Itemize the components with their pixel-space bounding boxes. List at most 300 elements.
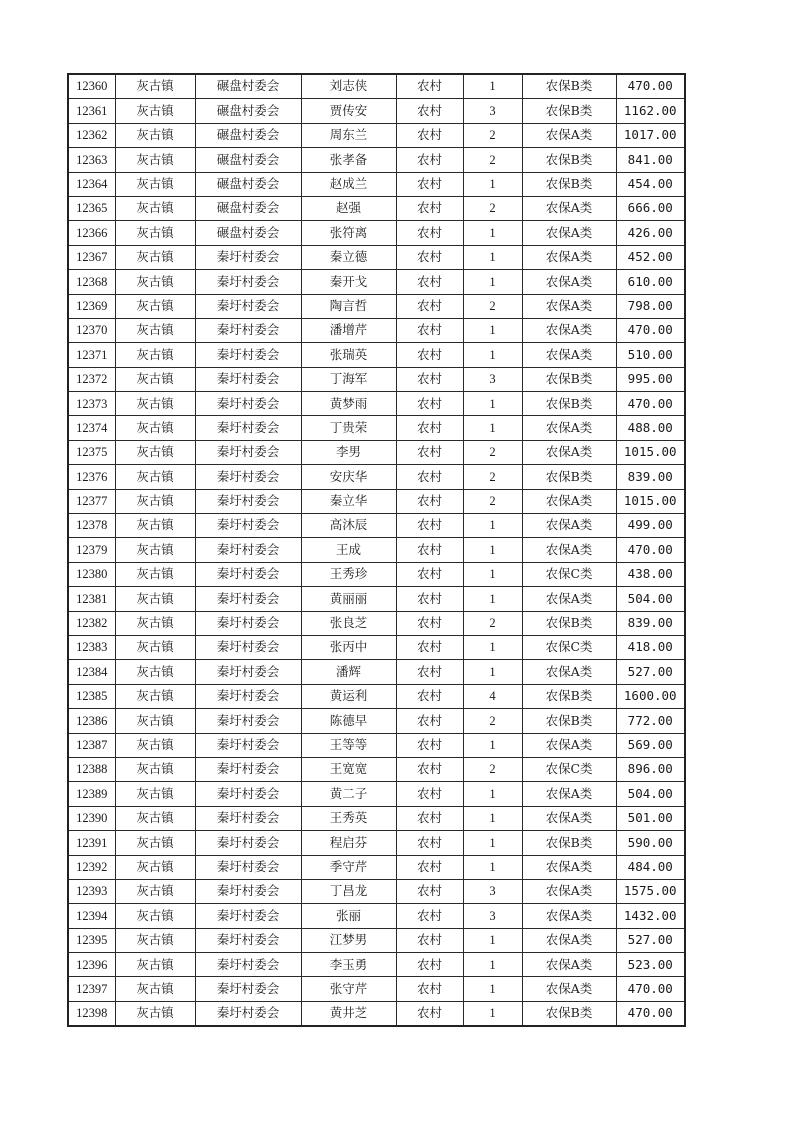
town-cell: 灰古镇 [115,757,195,781]
village-committee-cell: 秦圩村委会 [195,587,301,611]
table-row [68,733,685,757]
village-committee-cell: 秦圩村委会 [195,733,301,757]
row-id-cell: 12375 [68,440,115,464]
insurance-class-cell: 农保A类 [522,538,616,562]
row-id-cell: 12371 [68,343,115,367]
table-row [68,221,685,245]
town-cell: 灰古镇 [115,733,195,757]
name-cell: 张良芝 [301,611,396,635]
area-type-cell: 农村 [396,74,463,99]
village-committee-cell: 碾盘村委会 [195,123,301,147]
household-size-cell: 2 [463,440,522,464]
table-row [68,367,685,391]
name-cell: 李男 [301,440,396,464]
name-cell: 赵强 [301,196,396,220]
table-row [68,709,685,733]
insurance-class-cell: 农保B类 [522,684,616,708]
village-committee-cell: 秦圩村委会 [195,806,301,830]
household-size-cell: 1 [463,318,522,342]
insurance-class-cell: 农保A类 [522,440,616,464]
insurance-class-cell: 农保A类 [522,245,616,269]
area-type-cell: 农村 [396,587,463,611]
household-size-cell: 2 [463,196,522,220]
household-size-cell: 1 [463,416,522,440]
amount-cell: 470.00 [616,392,685,416]
amount-cell: 510.00 [616,343,685,367]
area-type-cell: 农村 [396,416,463,440]
area-type-cell: 农村 [396,757,463,781]
row-id-cell: 12379 [68,538,115,562]
town-cell: 灰古镇 [115,709,195,733]
village-committee-cell: 秦圩村委会 [195,709,301,733]
village-committee-cell: 秦圩村委会 [195,343,301,367]
town-cell: 灰古镇 [115,831,195,855]
town-cell: 灰古镇 [115,270,195,294]
area-type-cell: 农村 [396,806,463,830]
insurance-class-cell: 农保A类 [522,782,616,806]
village-committee-cell: 碾盘村委会 [195,74,301,99]
area-type-cell: 农村 [396,392,463,416]
name-cell: 丁海军 [301,367,396,391]
table-row [68,831,685,855]
table-row [68,538,685,562]
row-id-cell: 12390 [68,806,115,830]
row-id-cell: 12363 [68,148,115,172]
village-committee-cell: 碾盘村委会 [195,172,301,196]
village-committee-cell: 秦圩村委会 [195,928,301,952]
name-cell: 陶言哲 [301,294,396,318]
insurance-class-cell: 农保A类 [522,489,616,513]
village-committee-cell: 秦圩村委会 [195,953,301,977]
amount-cell: 470.00 [616,1001,685,1026]
name-cell: 张瑞英 [301,343,396,367]
table-row [68,953,685,977]
table-row [68,440,685,464]
insurance-class-cell: 农保A类 [522,514,616,538]
area-type-cell: 农村 [396,733,463,757]
household-size-cell: 3 [463,904,522,928]
town-cell: 灰古镇 [115,294,195,318]
town-cell: 灰古镇 [115,587,195,611]
table-row [68,514,685,538]
household-size-cell: 1 [463,514,522,538]
row-id-cell: 12372 [68,367,115,391]
town-cell: 灰古镇 [115,221,195,245]
amount-cell: 841.00 [616,148,685,172]
area-type-cell: 农村 [396,294,463,318]
amount-cell: 527.00 [616,660,685,684]
area-type-cell: 农村 [396,123,463,147]
household-size-cell: 1 [463,782,522,806]
name-cell: 程启芬 [301,831,396,855]
area-type-cell: 农村 [396,1001,463,1026]
insurance-class-cell: 农保A类 [522,855,616,879]
amount-cell: 438.00 [616,562,685,586]
amount-cell: 569.00 [616,733,685,757]
household-size-cell: 3 [463,367,522,391]
table-row [68,660,685,684]
table-row [68,587,685,611]
row-id-cell: 12377 [68,489,115,513]
village-committee-cell: 秦圩村委会 [195,318,301,342]
table-row [68,928,685,952]
row-id-cell: 12360 [68,74,115,99]
insurance-class-cell: 农保B类 [522,611,616,635]
insurance-class-cell: 农保B类 [522,392,616,416]
amount-cell: 504.00 [616,782,685,806]
town-cell: 灰古镇 [115,196,195,220]
table-row [68,294,685,318]
town-cell: 灰古镇 [115,953,195,977]
row-id-cell: 12382 [68,611,115,635]
row-id-cell: 12361 [68,99,115,123]
amount-cell: 1015.00 [616,440,685,464]
name-cell: 江梦男 [301,928,396,952]
row-id-cell: 12383 [68,635,115,659]
area-type-cell: 农村 [396,709,463,733]
area-type-cell: 农村 [396,196,463,220]
town-cell: 灰古镇 [115,99,195,123]
town-cell: 灰古镇 [115,318,195,342]
name-cell: 张丽 [301,904,396,928]
insurance-class-cell: 农保A类 [522,416,616,440]
household-size-cell: 2 [463,148,522,172]
area-type-cell: 农村 [396,148,463,172]
name-cell: 黄梦雨 [301,392,396,416]
amount-cell: 470.00 [616,538,685,562]
household-size-cell: 1 [463,733,522,757]
town-cell: 灰古镇 [115,879,195,903]
data-table [67,73,686,1027]
town-cell: 灰古镇 [115,416,195,440]
table-row [68,1001,685,1026]
village-committee-cell: 碾盘村委会 [195,196,301,220]
amount-cell: 484.00 [616,855,685,879]
amount-cell: 454.00 [616,172,685,196]
name-cell: 李玉勇 [301,953,396,977]
row-id-cell: 12389 [68,782,115,806]
name-cell: 张守芹 [301,977,396,1001]
area-type-cell: 农村 [396,343,463,367]
village-committee-cell: 碾盘村委会 [195,221,301,245]
village-committee-cell: 秦圩村委会 [195,392,301,416]
amount-cell: 470.00 [616,977,685,1001]
insurance-class-cell: 农保A类 [522,953,616,977]
name-cell: 黄井芝 [301,1001,396,1026]
town-cell: 灰古镇 [115,977,195,1001]
row-id-cell: 12384 [68,660,115,684]
household-size-cell: 2 [463,123,522,147]
insurance-class-cell: 农保B类 [522,465,616,489]
row-id-cell: 12374 [68,416,115,440]
household-size-cell: 3 [463,99,522,123]
village-committee-cell: 秦圩村委会 [195,684,301,708]
table-row [68,782,685,806]
amount-cell: 839.00 [616,611,685,635]
name-cell: 陈德早 [301,709,396,733]
row-id-cell: 12397 [68,977,115,1001]
village-committee-cell: 秦圩村委会 [195,782,301,806]
name-cell: 张符离 [301,221,396,245]
table-row [68,489,685,513]
row-id-cell: 12391 [68,831,115,855]
amount-cell: 1017.00 [616,123,685,147]
name-cell: 丁贵荣 [301,416,396,440]
row-id-cell: 12386 [68,709,115,733]
area-type-cell: 农村 [396,538,463,562]
name-cell: 王成 [301,538,396,562]
insurance-class-cell: 农保A类 [522,123,616,147]
table-row [68,757,685,781]
area-type-cell: 农村 [396,831,463,855]
household-size-cell: 2 [463,489,522,513]
area-type-cell: 农村 [396,99,463,123]
household-size-cell: 1 [463,562,522,586]
amount-cell: 470.00 [616,318,685,342]
row-id-cell: 12381 [68,587,115,611]
insurance-class-cell: 农保A类 [522,879,616,903]
name-cell: 黄丽丽 [301,587,396,611]
row-id-cell: 12367 [68,245,115,269]
village-committee-cell: 秦圩村委会 [195,440,301,464]
table-row [68,562,685,586]
village-committee-cell: 秦圩村委会 [195,831,301,855]
insurance-class-cell: 农保A类 [522,904,616,928]
household-size-cell: 2 [463,465,522,489]
table-row [68,245,685,269]
town-cell: 灰古镇 [115,367,195,391]
amount-cell: 1600.00 [616,684,685,708]
amount-cell: 418.00 [616,635,685,659]
household-size-cell: 1 [463,172,522,196]
row-id-cell: 12388 [68,757,115,781]
row-id-cell: 12398 [68,1001,115,1026]
village-committee-cell: 秦圩村委会 [195,489,301,513]
village-committee-cell: 秦圩村委会 [195,635,301,659]
table-row [68,977,685,1001]
row-id-cell: 12395 [68,928,115,952]
town-cell: 灰古镇 [115,562,195,586]
table-row [68,196,685,220]
area-type-cell: 农村 [396,953,463,977]
village-committee-cell: 秦圩村委会 [195,538,301,562]
area-type-cell: 农村 [396,855,463,879]
insurance-class-cell: 农保B类 [522,1001,616,1026]
village-committee-cell: 秦圩村委会 [195,660,301,684]
town-cell: 灰古镇 [115,514,195,538]
insurance-class-cell: 农保B类 [522,148,616,172]
town-cell: 灰古镇 [115,74,195,99]
insurance-class-cell: 农保C类 [522,635,616,659]
amount-cell: 470.00 [616,74,685,99]
table-row [68,416,685,440]
village-committee-cell: 秦圩村委会 [195,757,301,781]
area-type-cell: 农村 [396,440,463,464]
table-row [68,904,685,928]
insurance-class-cell: 农保C类 [522,757,616,781]
area-type-cell: 农村 [396,465,463,489]
area-type-cell: 农村 [396,245,463,269]
town-cell: 灰古镇 [115,806,195,830]
name-cell: 张孝备 [301,148,396,172]
name-cell: 黄运利 [301,684,396,708]
name-cell: 季守芹 [301,855,396,879]
insurance-class-cell: 农保A类 [522,587,616,611]
insurance-class-cell: 农保C类 [522,562,616,586]
amount-cell: 896.00 [616,757,685,781]
area-type-cell: 农村 [396,660,463,684]
amount-cell: 995.00 [616,367,685,391]
household-size-cell: 4 [463,684,522,708]
table-row [68,684,685,708]
household-size-cell: 1 [463,953,522,977]
insurance-class-cell: 农保A类 [522,196,616,220]
row-id-cell: 12365 [68,196,115,220]
village-committee-cell: 秦圩村委会 [195,294,301,318]
town-cell: 灰古镇 [115,928,195,952]
area-type-cell: 农村 [396,611,463,635]
amount-cell: 798.00 [616,294,685,318]
table-row [68,318,685,342]
amount-cell: 610.00 [616,270,685,294]
household-size-cell: 1 [463,660,522,684]
row-id-cell: 12394 [68,904,115,928]
table-row [68,392,685,416]
area-type-cell: 农村 [396,879,463,903]
village-committee-cell: 秦圩村委会 [195,904,301,928]
insurance-class-cell: 农保B类 [522,99,616,123]
amount-cell: 666.00 [616,196,685,220]
table-row [68,806,685,830]
area-type-cell: 农村 [396,928,463,952]
household-size-cell: 1 [463,587,522,611]
amount-cell: 839.00 [616,465,685,489]
area-type-cell: 农村 [396,635,463,659]
household-size-cell: 1 [463,855,522,879]
table-row [68,172,685,196]
name-cell: 周东兰 [301,123,396,147]
name-cell: 安庆华 [301,465,396,489]
area-type-cell: 农村 [396,904,463,928]
area-type-cell: 农村 [396,977,463,1001]
amount-cell: 527.00 [616,928,685,952]
name-cell: 潘增芹 [301,318,396,342]
row-id-cell: 12396 [68,953,115,977]
area-type-cell: 农村 [396,172,463,196]
household-size-cell: 1 [463,635,522,659]
row-id-cell: 12370 [68,318,115,342]
amount-cell: 1162.00 [616,99,685,123]
amount-cell: 488.00 [616,416,685,440]
insurance-class-cell: 农保B类 [522,172,616,196]
village-committee-cell: 秦圩村委会 [195,270,301,294]
town-cell: 灰古镇 [115,392,195,416]
town-cell: 灰古镇 [115,782,195,806]
town-cell: 灰古镇 [115,1001,195,1026]
town-cell: 灰古镇 [115,343,195,367]
household-size-cell: 1 [463,392,522,416]
name-cell: 贾传安 [301,99,396,123]
town-cell: 灰古镇 [115,245,195,269]
row-id-cell: 12368 [68,270,115,294]
village-committee-cell: 秦圩村委会 [195,416,301,440]
amount-cell: 1432.00 [616,904,685,928]
area-type-cell: 农村 [396,562,463,586]
village-committee-cell: 碾盘村委会 [195,99,301,123]
area-type-cell: 农村 [396,514,463,538]
area-type-cell: 农村 [396,367,463,391]
village-committee-cell: 秦圩村委会 [195,562,301,586]
name-cell: 潘辉 [301,660,396,684]
village-committee-cell: 秦圩村委会 [195,977,301,1001]
table-row [68,855,685,879]
table-row [68,74,685,99]
village-committee-cell: 秦圩村委会 [195,514,301,538]
table-row [68,879,685,903]
household-size-cell: 2 [463,757,522,781]
town-cell: 灰古镇 [115,123,195,147]
table-row [68,611,685,635]
name-cell: 王秀珍 [301,562,396,586]
amount-cell: 590.00 [616,831,685,855]
insurance-class-cell: 农保A类 [522,977,616,1001]
row-id-cell: 12385 [68,684,115,708]
row-id-cell: 12387 [68,733,115,757]
amount-cell: 1015.00 [616,489,685,513]
name-cell: 丁昌龙 [301,879,396,903]
household-size-cell: 1 [463,538,522,562]
village-committee-cell: 秦圩村委会 [195,367,301,391]
amount-cell: 426.00 [616,221,685,245]
area-type-cell: 农村 [396,270,463,294]
name-cell: 刘志侠 [301,74,396,99]
village-committee-cell: 秦圩村委会 [195,245,301,269]
table-row [68,635,685,659]
insurance-class-cell: 农保A类 [522,221,616,245]
household-size-cell: 1 [463,928,522,952]
insurance-class-cell: 农保A类 [522,343,616,367]
amount-cell: 499.00 [616,514,685,538]
household-size-cell: 1 [463,831,522,855]
household-size-cell: 1 [463,343,522,367]
insurance-class-cell: 农保B类 [522,367,616,391]
amount-cell: 523.00 [616,953,685,977]
insurance-class-cell: 农保A类 [522,806,616,830]
insurance-class-cell: 农保B类 [522,74,616,99]
amount-cell: 504.00 [616,587,685,611]
name-cell: 张丙中 [301,635,396,659]
town-cell: 灰古镇 [115,465,195,489]
row-id-cell: 12362 [68,123,115,147]
area-type-cell: 农村 [396,684,463,708]
village-committee-cell: 秦圩村委会 [195,611,301,635]
row-id-cell: 12373 [68,392,115,416]
household-size-cell: 1 [463,977,522,1001]
row-id-cell: 12369 [68,294,115,318]
town-cell: 灰古镇 [115,538,195,562]
name-cell: 秦立华 [301,489,396,513]
household-size-cell: 1 [463,221,522,245]
town-cell: 灰古镇 [115,489,195,513]
household-size-cell: 2 [463,709,522,733]
row-id-cell: 12376 [68,465,115,489]
amount-cell: 772.00 [616,709,685,733]
row-id-cell: 12364 [68,172,115,196]
name-cell: 赵成兰 [301,172,396,196]
name-cell: 黄二子 [301,782,396,806]
table-row [68,99,685,123]
insurance-class-cell: 农保A类 [522,318,616,342]
